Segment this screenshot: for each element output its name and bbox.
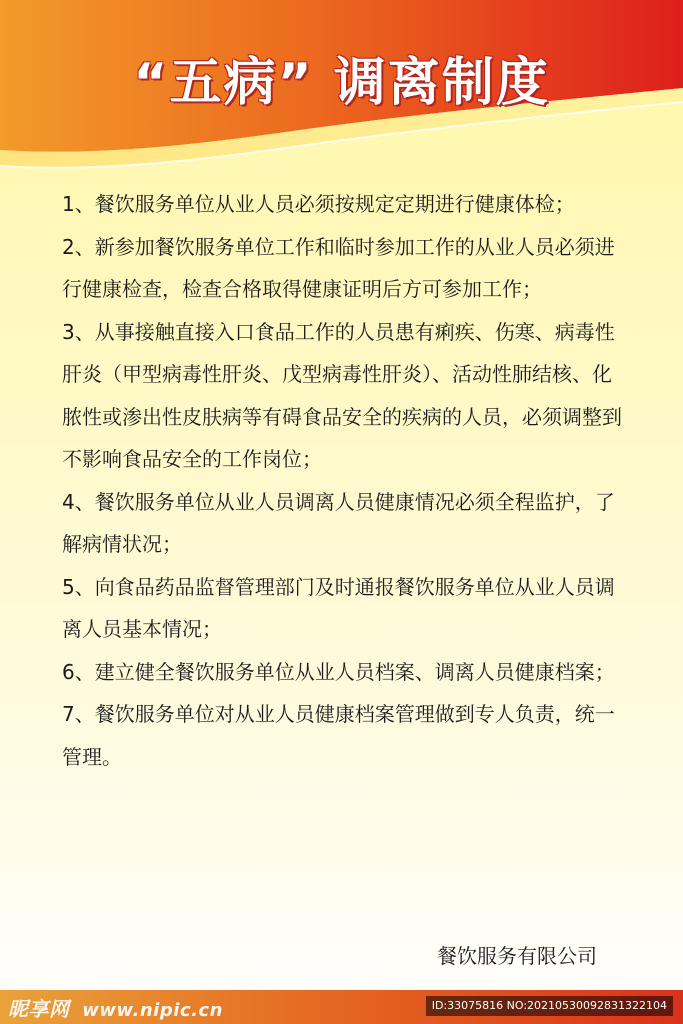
clause-list [62, 183, 622, 778]
watermark-brand: 昵享网 [8, 997, 70, 1021]
page-title: “五病” 调离制度 [133, 53, 550, 113]
clause-item: 6、建立健全餐饮服务单位从业人员档案、调离人员健康档案； [62, 659, 615, 684]
clause-item: 5、向食品药品监督管理部门及时通报餐饮服务单位从业人员调离人员基本情况； [62, 574, 615, 641]
clause-item: 2、新参加餐饮服务单位工作和临时参加工作的从业人员必须进行健康检查，检查合格取得健康证明后方可参加工作； [62, 234, 615, 301]
clause-item: 1、餐饮服务单位从业人员必须按规定定期进行健康体检； [62, 192, 575, 216]
clause-item: 3、从事接触直接入口食品工作的人员患有痢疾、伤寒、病毒性肝炎（甲型病毒性肝炎、戊型病毒性肝炎）、活动性肺结核、化脓性或渗出性皮肤病等有碍食品安全的疾病的人员，必须调整到不影响食品安全的工作岗位； [62, 319, 622, 471]
image-id-label: ID:33075816 NO:20210530092831322104 [426, 996, 673, 1016]
watermark-url: www.nipic.cn [82, 1000, 223, 1021]
company-signature: 餐饮服务有限公司 [437, 944, 597, 968]
clause-item: 4、餐饮服务单位从业人员调离人员健康情况必须全程监护，了解病情状况； [62, 489, 615, 556]
clause-item: 7、餐饮服务单位对从业人员健康档案管理做到专人负责，统一管理。 [62, 702, 615, 769]
site-watermark [8, 993, 223, 1022]
